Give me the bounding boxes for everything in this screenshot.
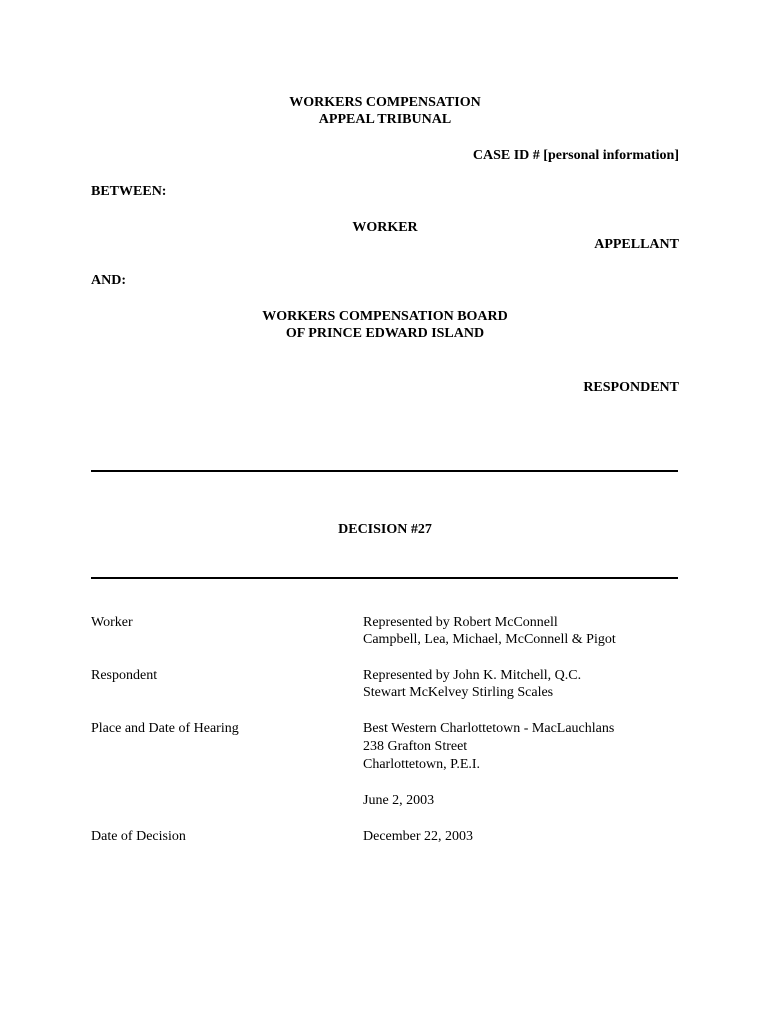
respondent-label: Respondent: [91, 668, 158, 683]
respondent-name-line1: WORKERS COMPENSATION BOARD: [262, 309, 508, 324]
respondent-representative-line2: Stewart McKelvey Stirling Scales: [363, 685, 554, 700]
tribunal-title-line2: APPEAL TRIBUNAL: [318, 112, 452, 127]
decision-date: December 22, 2003: [363, 829, 474, 844]
decision-date-label: Date of Decision: [91, 829, 186, 844]
between-label: BETWEEN:: [91, 184, 167, 199]
hearing-label: Place and Date of Hearing: [91, 721, 239, 736]
decision-title: DECISION #27: [338, 522, 432, 537]
respondent-name-line2: OF PRINCE EDWARD ISLAND: [285, 326, 485, 341]
respondent-representative-line1: Represented by John K. Mitchell, Q.C.: [363, 668, 582, 683]
and-label: AND:: [91, 273, 126, 288]
hearing-place-line2: 238 Grafton Street: [363, 739, 468, 754]
worker-label: Worker: [91, 615, 133, 630]
respondent-role: RESPONDENT: [583, 380, 679, 395]
top-divider: [91, 470, 678, 472]
worker-representative-line2: Campbell, Lea, Michael, McConnell & Pigot: [363, 632, 616, 647]
worker-representative-line1: Represented by Robert McConnell: [363, 615, 558, 630]
bottom-divider: [91, 577, 678, 579]
appellant-name: WORKER: [352, 220, 418, 235]
hearing-place-line3: Charlottetown, P.E.I.: [363, 757, 481, 772]
case-id: CASE ID # [personal information]: [472, 148, 679, 163]
appellant-role: APPELLANT: [594, 237, 679, 252]
hearing-place-line1: Best Western Charlottetown - MacLauchlans: [363, 721, 615, 736]
hearing-date: June 2, 2003: [363, 793, 435, 808]
tribunal-title-line1: WORKERS COMPENSATION: [289, 95, 481, 110]
